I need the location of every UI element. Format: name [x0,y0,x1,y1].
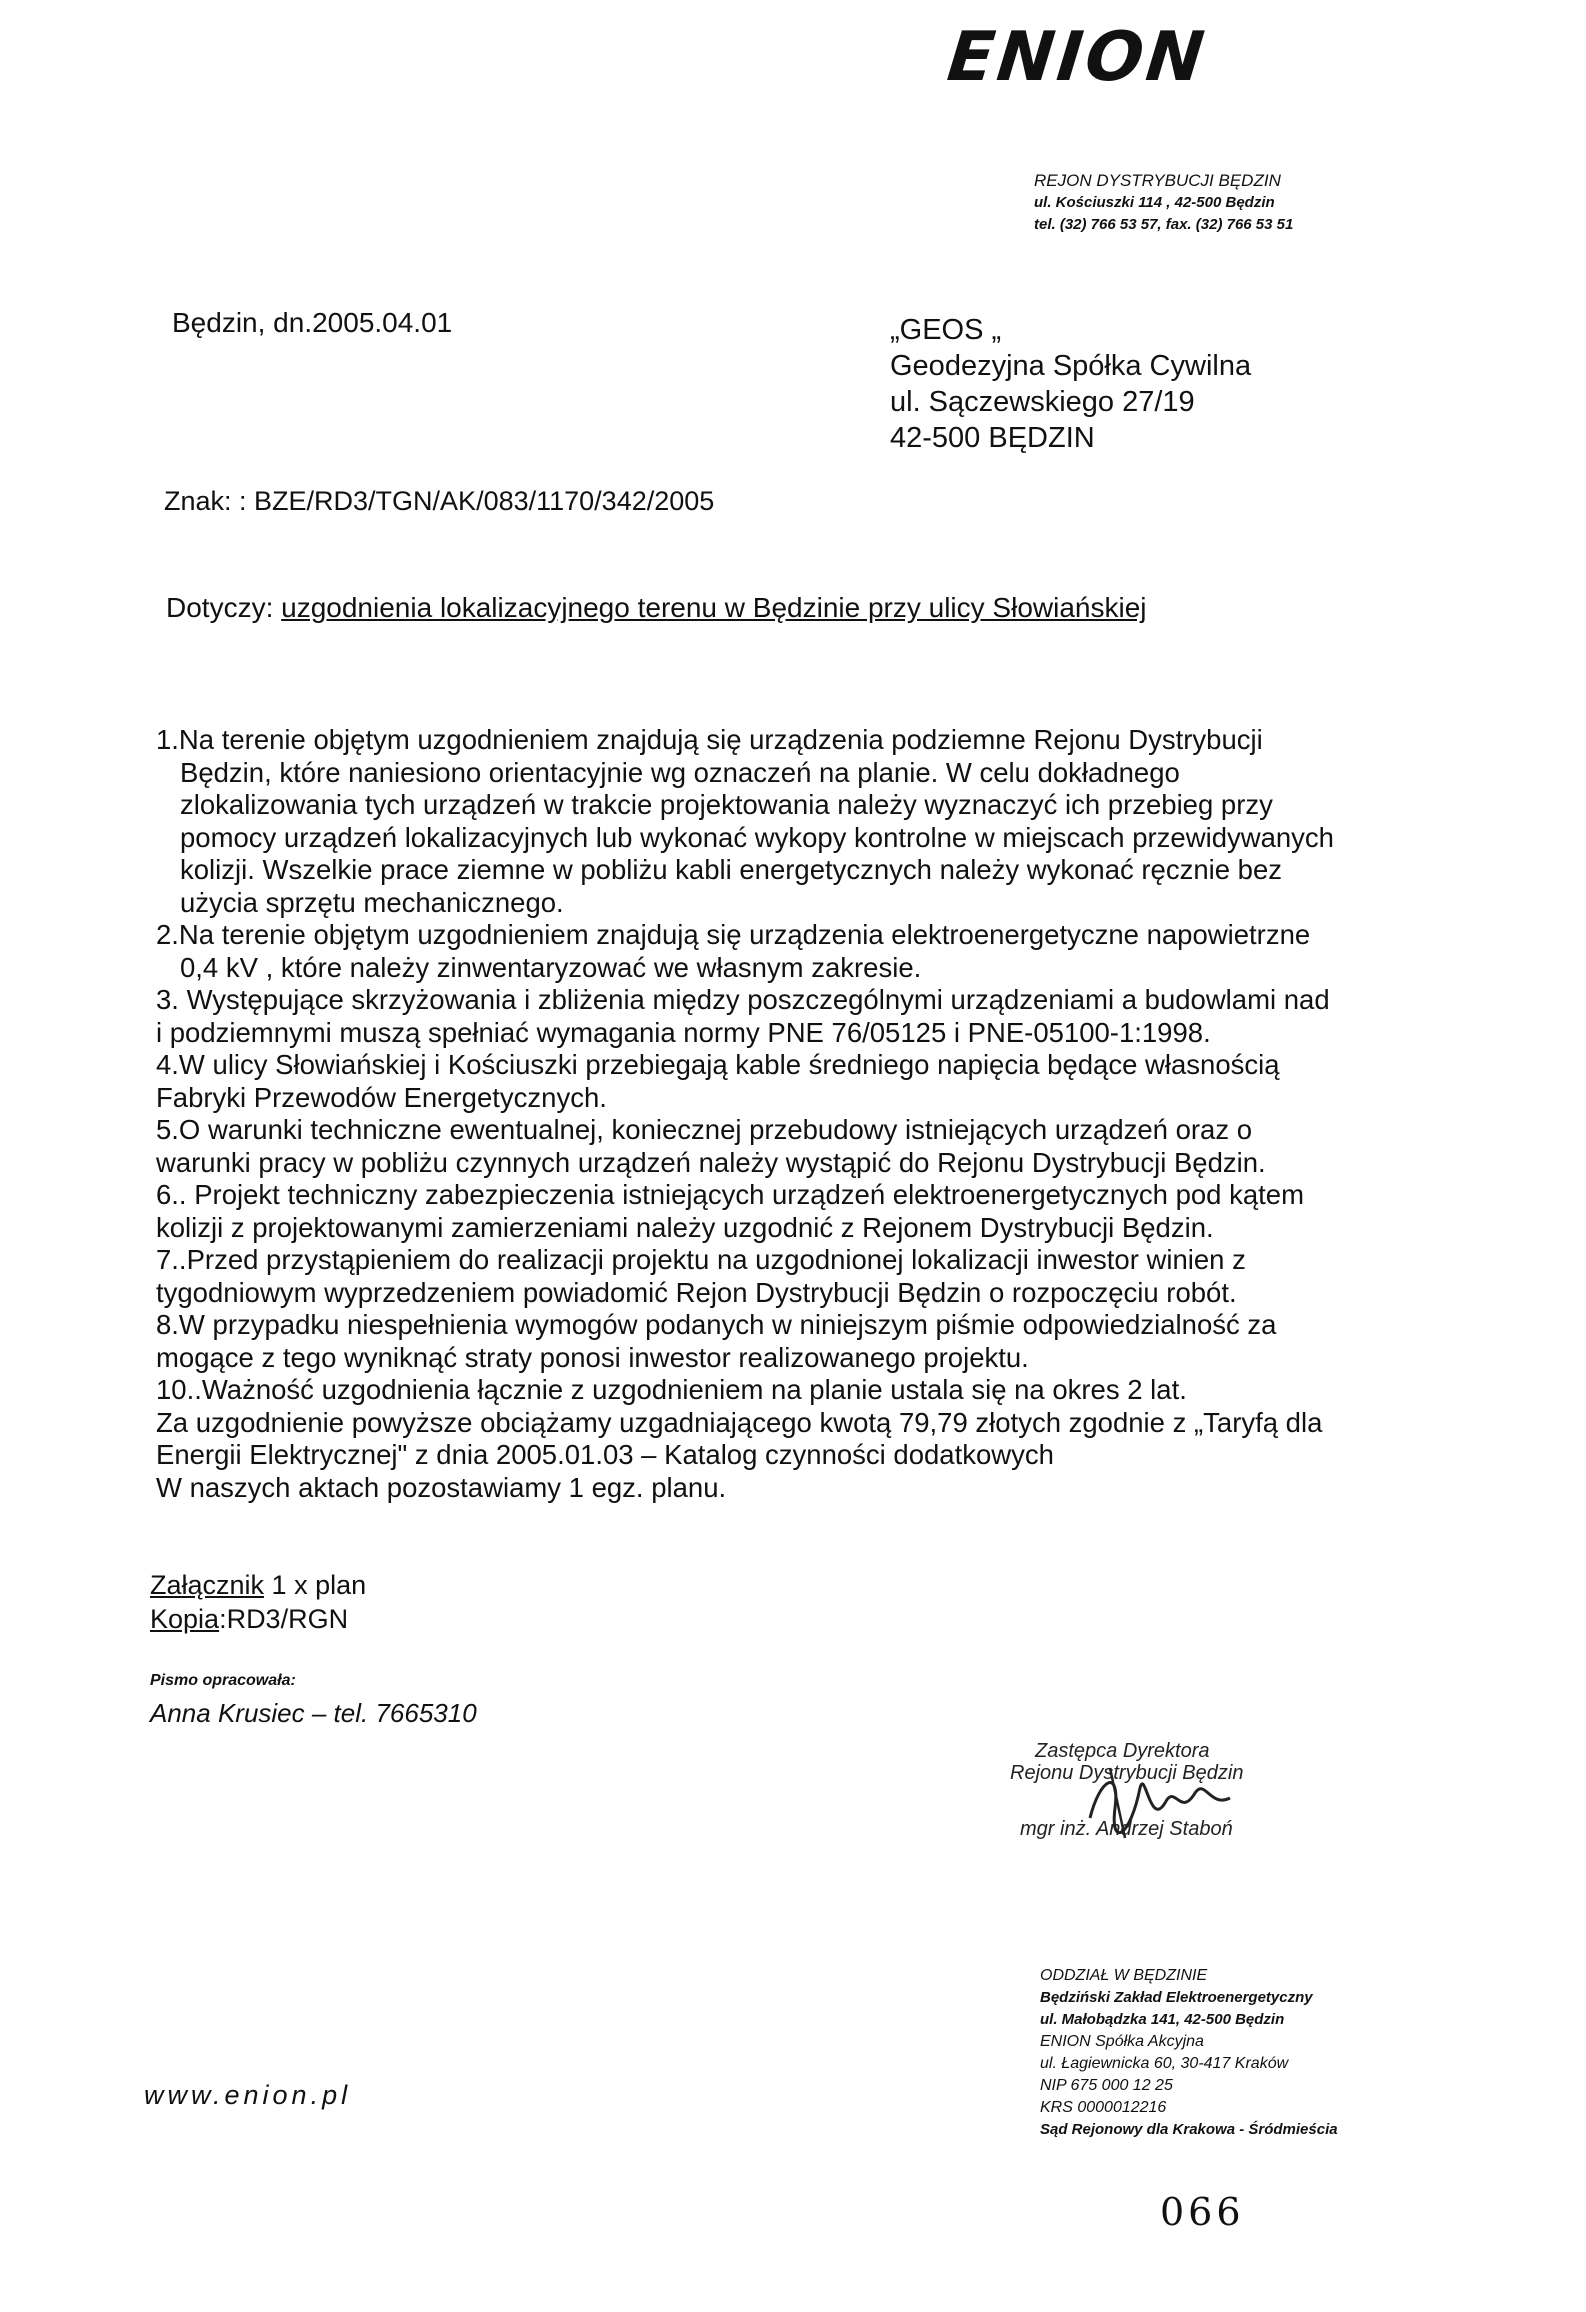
recipient-name: „GEOS „ [890,314,1002,346]
attachment-line [150,1568,366,1602]
body-line: tygodniowym wyprzedzeniem powiadomić Rejon Dystrybucji Będzin o rozpoczęciu robót. [156,1276,1237,1308]
body-line: 7..Przed przystąpieniem do realizacji projektu na uzgodnionej lokalizacji inwestor winien z [156,1244,1246,1275]
body-line: Będzin, które naniesiono orientacyjnie wg oznaczeń na planie. W celu dokładnego [180,756,1180,788]
body-line: warunki pracy w pobliżu czynnych urządzeń należy wystąpić do Rejonu Dystrybucji Będzin. [156,1146,1266,1178]
prepared-by [150,1672,477,1729]
body-line: W naszych aktach pozostawiamy 1 egz. planu. [156,1471,727,1503]
body-line: pomocy urządzeń lokalizacyjnych lub wykonać wykopy kontrolne w miejscach przewidywanych [180,821,1334,853]
body-line: mogące z tego wyniknąć straty ponosi inwestor realizowanego projektu. [156,1341,1029,1373]
copy-value: :RD3/RGN [219,1604,349,1634]
sender-unit: REJON DYSTRYBUCJI BĘDZIN [1034,171,1281,190]
body-line: 2.Na terenie objętym uzgodnieniem znajdują się urządzenia elektroenergetyczne napowietrzne [156,919,1311,950]
body-line: kolizji z projektowanymi zamierzeniami należy uzgodnić z Rejonem Dystrybucji Będzin. [156,1211,1214,1243]
subject-text: uzgodnienia lokalizacyjnego terenu w Będzinie przy ulicy Słowiańskiej [281,592,1147,623]
body-line: 4.W ulicy Słowiańskiej i Kościuszki przebiegają kable średniego napięcia będące własnością [156,1049,1280,1080]
copy-label: Kopia [150,1604,220,1634]
recipient-city: 42-500 BĘDZIN [890,422,1095,454]
body-line: kolizji. Wszelkie prace ziemne w pobliżu kabli energetycznych należy wykonać ręcznie bez [180,854,1283,885]
body-line: Energii Elektrycznej" z dnia 2005.01.03 – Katalog czynności dodatkowych [156,1439,1054,1470]
body-line: i podziemnymi muszą spełniać wymagania normy PNE 76/05125 i PNE-05100-1:1998. [156,1016,1211,1048]
sender-header [1034,170,1293,236]
place-date: Będzin, dn.2005.04.01 [172,307,453,338]
subject-label: Dotyczy: [166,592,282,623]
website: www.enion.pl [144,2080,352,2110]
footer-branch: ODDZIAŁ W BĘDZINIE [1040,1967,1208,1984]
attachment-label: Załącznik [150,1570,265,1600]
body-line: Za uzgodnienie powyższe obciążamy uzgadniającego kwotą 79,79 złotych zgodnie z „Taryfą dla [156,1406,1323,1438]
recipient-address [890,312,1251,456]
footer-krs: KRS 0000012216 [1040,2099,1167,2116]
body-line: 5.O warunki techniczne ewentualnej, koniecznej przebudowy istniejących urządzeń oraz o [156,1114,1253,1145]
body-line: 0,4 kV , które należy zinwentaryzować we własnym zakresie. [180,951,922,983]
subject-line [166,592,1147,624]
recipient-company: Geodezyjna Spółka Cywilna [890,350,1252,382]
signature-block [1010,1740,1310,1850]
footer-company: ENION Spółka Akcyjna [1040,2033,1204,2050]
footer-nip: NIP 675 000 12 25 [1040,2077,1173,2094]
footer-plant: Będziński Zakład Elektroenergetyczny [1040,1989,1313,2006]
body-line: 8.W przypadku niespełnienia wymogów podanych w niniejszym piśmie odpowiedzialność za [156,1309,1277,1340]
signature-name: mgr inż. Andrzej Staboń [1020,1818,1233,1840]
body-line: użycia sprzętu mechanicznego. [180,886,564,918]
footer-hq-address: ul. Łagiewnicka 60, 30-417 Kraków [1040,2055,1289,2072]
copy-line [150,1602,366,1636]
recipient-street: ul. Sączewskiego 27/19 [890,386,1195,418]
footer-address: ul. Małobądzka 141, 42-500 Będzin [1040,2011,1285,2028]
body-line: Fabryki Przewodów Energetycznych. [156,1081,607,1113]
footer-company-info [1040,1965,1338,2141]
sender-address: ul. Kościuszki 114 , 42-500 Będzin [1034,194,1275,211]
signature-title: Zastępca Dyrektora [1035,1740,1210,1762]
prepared-name: Anna Krusiec – tel. 7665310 [150,1698,477,1728]
prepared-label: Pismo opracowała: [150,1672,296,1689]
handwritten-signature-icon [1070,1748,1250,1848]
page-number: 066 [1160,2190,1245,2234]
footer-court: Sąd Rejonowy dla Krakowa - Śródmieścia [1040,2121,1338,2138]
signature-unit: Rejonu Dystrybucji Będzin [1010,1762,1244,1784]
reference-number: Znak: : BZE/RD3/TGN/AK/083/1170/342/2005 [164,486,715,516]
attachment-value: 1 x plan [264,1570,367,1600]
sender-phone: tel. (32) 766 53 57, fax. (32) 766 53 51 [1034,216,1294,233]
attachments [150,1568,366,1636]
letter-body [156,724,1436,1504]
body-line: 6.. Projekt techniczny zabezpieczenia istniejących urządzeń elektroenergetycznych pod kątem [156,1179,1304,1210]
company-logo: ENION [943,18,1211,97]
body-line: 10..Ważność uzgodnienia łącznie z uzgodnieniem na planie ustala się na okres 2 lat. [156,1374,1187,1405]
body-line: 3. Występujące skrzyżowania i zbliżenia między poszczególnymi urządzeniami a budowlami nad [156,984,1330,1015]
body-line: 1.Na terenie objętym uzgodnieniem znajdują się urządzenia podziemne Rejonu Dystrybucji [156,724,1263,755]
body-line: zlokalizowania tych urządzeń w trakcie projektowania należy wyznaczyć ich przebieg przy [180,789,1273,820]
